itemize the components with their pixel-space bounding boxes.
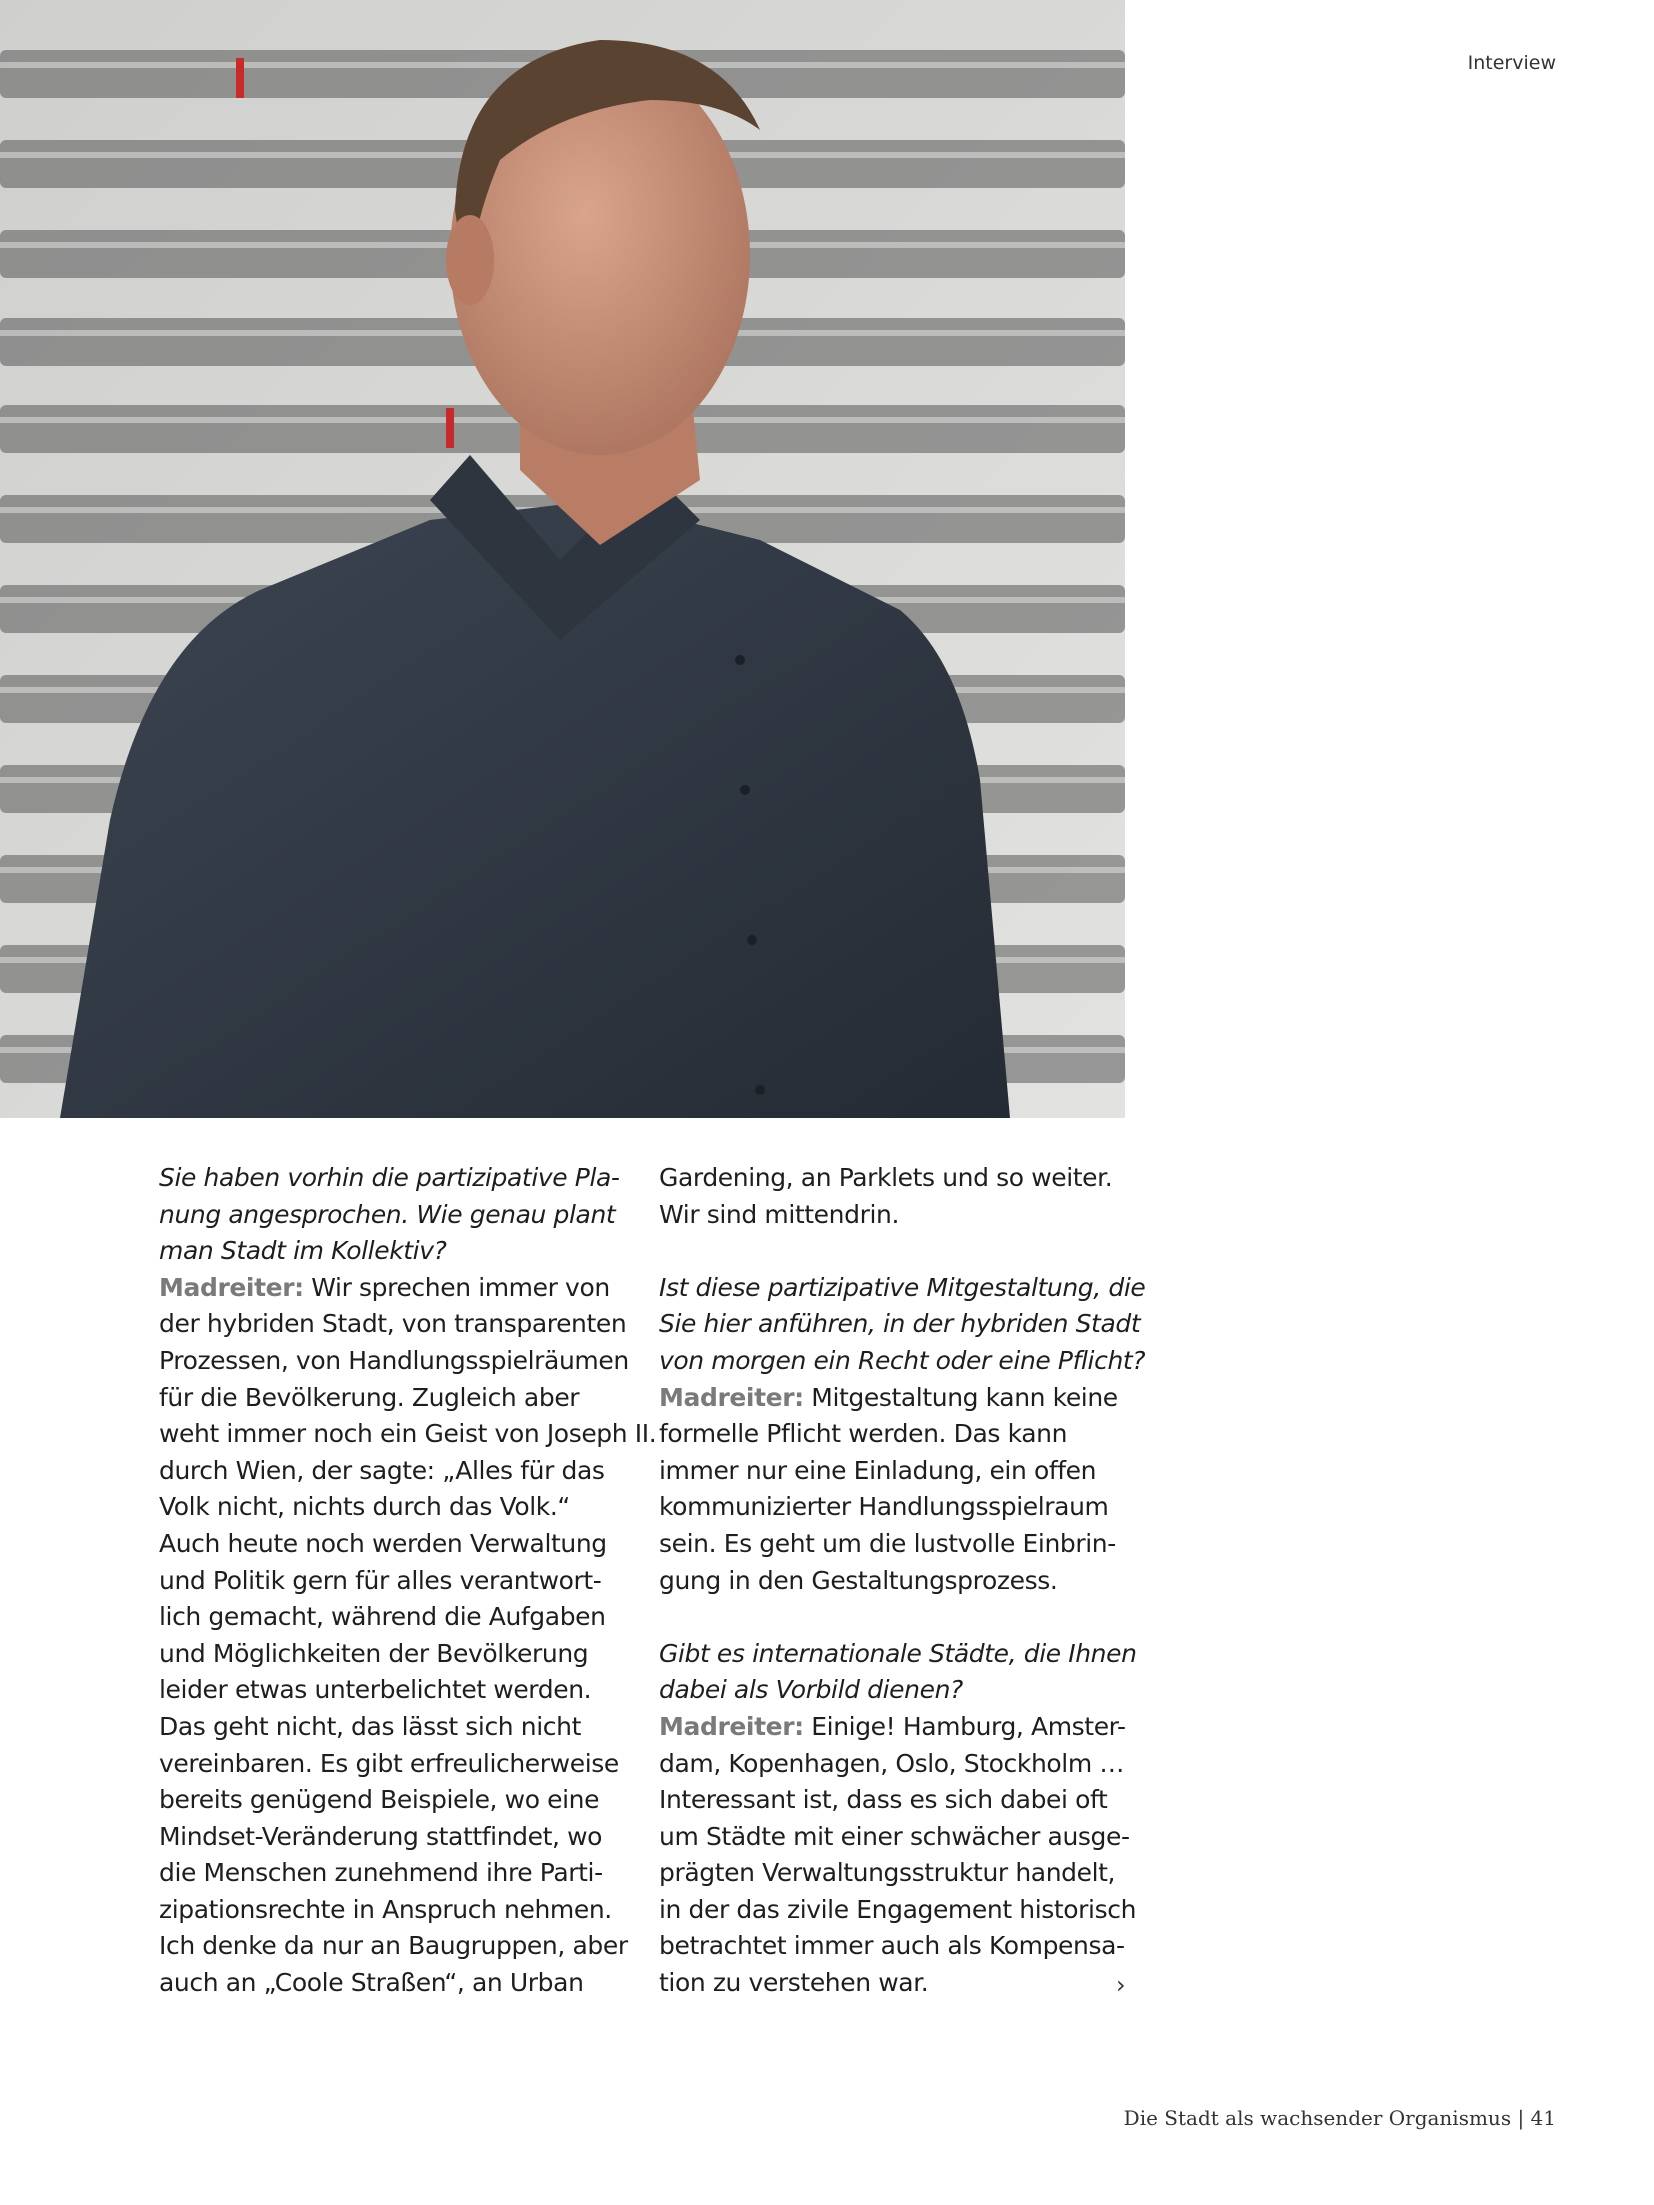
interview-question: Ist diese partizipative Mitgestaltung, die <box>659 1272 1146 1302</box>
speaker-name: Madreiter: <box>659 1711 804 1741</box>
continue-arrow-icon: › <box>1116 1971 1126 1999</box>
text-column-left <box>159 1160 657 2002</box>
page-number: 41 <box>1530 2106 1556 2130</box>
qa-block: Ist diese partizipative Mitgestaltung, die Sie hier anführen, in der hybriden Stadt von morgen ein Recht oder eine Pflicht? Madreiter: Mitgestaltung kann keine formelle Pflicht werden. Das kann immer nur eine Einladung, ein offen kommunizierter Handlungsspielraum sein. Es geht um die lustvolle Einbrin- gung in den Gestaltungsprozess. <box>659 1270 1139 1599</box>
qa-block: Gibt es internationale Städte, die Ihnen dabei als Vorbild dienen? Madreiter: Einige! Hamburg, Amster- dam, Kopenhagen, Oslo, Stockholm … Interessant ist, dass es sich dabei oft um Städte mit einer schwächer ausge- prägten Verwaltungsstruktur handelt, in der das zivile Engagement historisch betrachtet immer auch als Kompensa- tion zu verstehen war. <box>659 1636 1139 2002</box>
section-label: Interview <box>1467 52 1556 74</box>
page-footer <box>1060 2106 1556 2130</box>
portrait-illustration <box>0 0 1125 1118</box>
speaker-name: Madreiter: <box>659 1382 804 1412</box>
interview-question: Gibt es internationale Städte, die Ihnen <box>659 1638 1137 1668</box>
speaker-name: Madreiter: <box>159 1272 304 1302</box>
answer-continuation: Gardening, an Parklets und so weiter. Wir sind mittendrin. <box>659 1163 1113 1229</box>
footer-separator: | <box>1517 2106 1525 2130</box>
interview-question: Sie haben vorhin die partizipative Pla- nung angesprochen. Wie genau plant man Stadt im Kollektiv? <box>159 1163 620 1266</box>
portrait-photo <box>0 0 1125 1118</box>
publication-title: Die Stadt als wachsender Organismus <box>1123 2106 1512 2130</box>
text-column-right <box>659 1160 1146 2002</box>
interview-answer: Madreiter: Wir sprechen immer von der hybriden Stadt, von transparenten Prozessen, von Handlungsspielräumen für die Bevölkerung. Zugleich aber weht immer noch ein Geist von Joseph II. durch Wien, der sagte: „Alles für das Volk nicht, nichts durch das Volk.“ Auch heute noch werden Verwaltung und Politik gern für alles verantwort- lich gemacht, während die Aufgaben und Möglichkeiten der Bevölkerung leider etwas unterbelichtet werden. Das geht nicht, das lässt sich nicht vereinbaren. Es gibt erfreulicherweise bereits genügend Beispiele, wo eine Mindset-Veränderung stattfindet, wo die Menschen zunehmend ihre Parti- zipationsrechte in Anspruch nehmen. Ich denke da nur an Baugruppen, aber auch an „Coole Straßen“, an Urban <box>159 1272 657 1998</box>
